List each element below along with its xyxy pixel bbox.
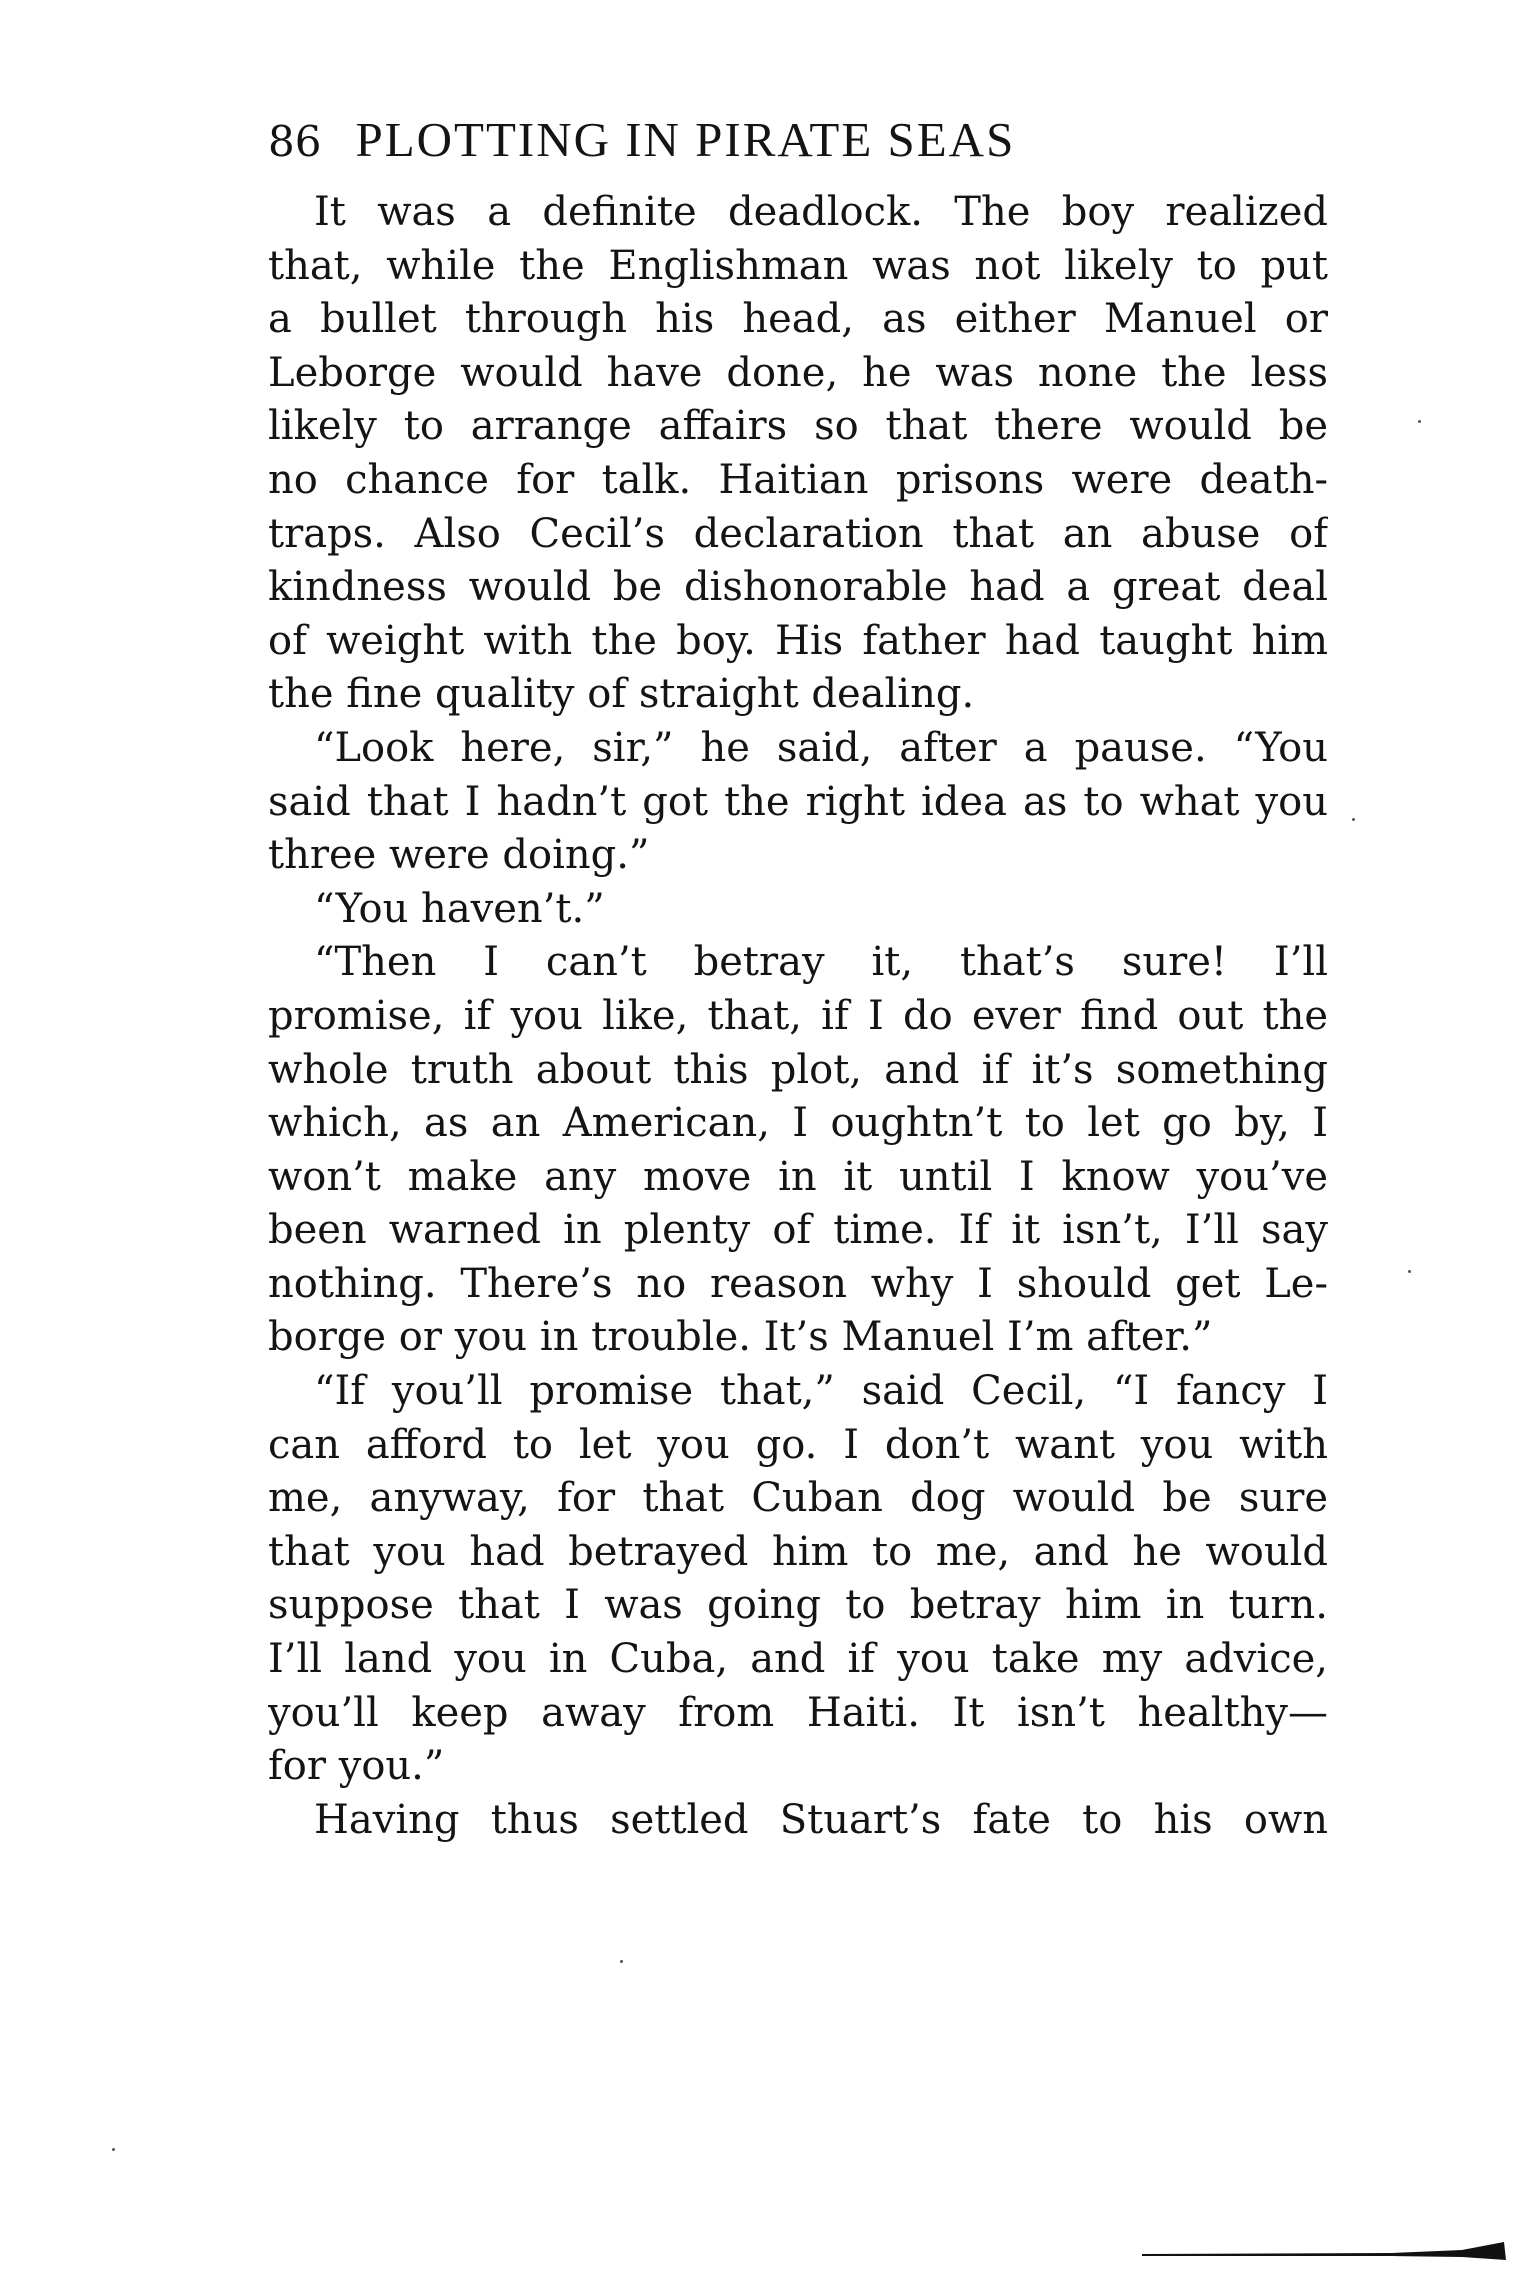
page-header bbox=[268, 108, 1328, 172]
scan-speck bbox=[1408, 1270, 1411, 1273]
text-line: won’t make any move in it until I know you’ve bbox=[268, 1153, 1328, 1200]
text-line: “You haven’t.” bbox=[314, 885, 605, 932]
text-line: which, as an American, I oughtn’t to let go by, I bbox=[268, 1100, 1328, 1147]
text-line: It was a definite deadlock. The boy realized bbox=[314, 189, 1328, 235]
printer-rule-graphic bbox=[1142, 2228, 1512, 2268]
text-line: said that I hadn’t got the right idea as to what you bbox=[268, 778, 1328, 825]
running-title: PLOTTING IN PIRATE SEAS bbox=[355, 112, 1016, 167]
text-line: suppose that I was going to betray him in turn. bbox=[268, 1582, 1328, 1629]
text-line: traps. Also Cecil’s declaration that an abuse of bbox=[268, 510, 1328, 557]
text-line: three were doing.” bbox=[268, 832, 650, 879]
text-line: borge or you in trouble. It’s Manuel I’m after.” bbox=[268, 1314, 1213, 1361]
text-line: I’ll land you in Cuba, and if you take my advice, bbox=[268, 1636, 1328, 1683]
text-line: you’ll keep away from Haiti. It isn’t healthy— bbox=[268, 1689, 1328, 1736]
text-line: no chance for talk. Haitian prisons were death- bbox=[268, 456, 1328, 503]
text-line: that, while the Englishman was not likely to put bbox=[268, 242, 1328, 289]
text-line: Having thus settled Stuart’s fate to his own bbox=[314, 1796, 1328, 1843]
text-line: kindness would be dishonorable had a great deal bbox=[268, 564, 1328, 611]
scan-speck bbox=[112, 2148, 115, 2151]
text-line: “Look here, sir,” he said, after a pause. “You bbox=[314, 724, 1328, 771]
text-line: “Then I can’t betray it, that’s sure! I’ll bbox=[314, 939, 1328, 986]
scan-speck bbox=[620, 1960, 623, 1963]
text-line: that you had betrayed him to me, and he would bbox=[268, 1528, 1328, 1575]
text-line: Leborge would have done, he was none the less bbox=[268, 349, 1328, 396]
text-line: a bullet through his head, as either Manuel or bbox=[268, 296, 1328, 343]
text-line: “If you’ll promise that,” said Cecil, “I fancy I bbox=[314, 1368, 1328, 1415]
scan-speck bbox=[1352, 818, 1355, 821]
text-line: of weight with the boy. His father had taught him bbox=[268, 617, 1328, 664]
text-line: the fine quality of straight dealing. bbox=[268, 671, 975, 718]
page-number: 86 bbox=[268, 117, 322, 166]
text-line: whole truth about this plot, and if it’s something bbox=[268, 1046, 1328, 1093]
text-line: promise, if you like, that, if I do ever find out the bbox=[268, 992, 1328, 1039]
text-line: been warned in plenty of time. If it isn’t, I’ll say bbox=[268, 1207, 1328, 1254]
text-line: me, anyway, for that Cuban dog would be sure bbox=[268, 1475, 1328, 1522]
text-line: for you.” bbox=[268, 1743, 445, 1790]
text-line: likely to arrange affairs so that there would be bbox=[268, 403, 1328, 450]
body-text bbox=[268, 186, 1328, 1847]
text-line: nothing. There’s no reason why I should get Le- bbox=[268, 1260, 1328, 1307]
scan-speck bbox=[1418, 420, 1421, 423]
text-line: can afford to let you go. I don’t want you with bbox=[268, 1421, 1328, 1468]
